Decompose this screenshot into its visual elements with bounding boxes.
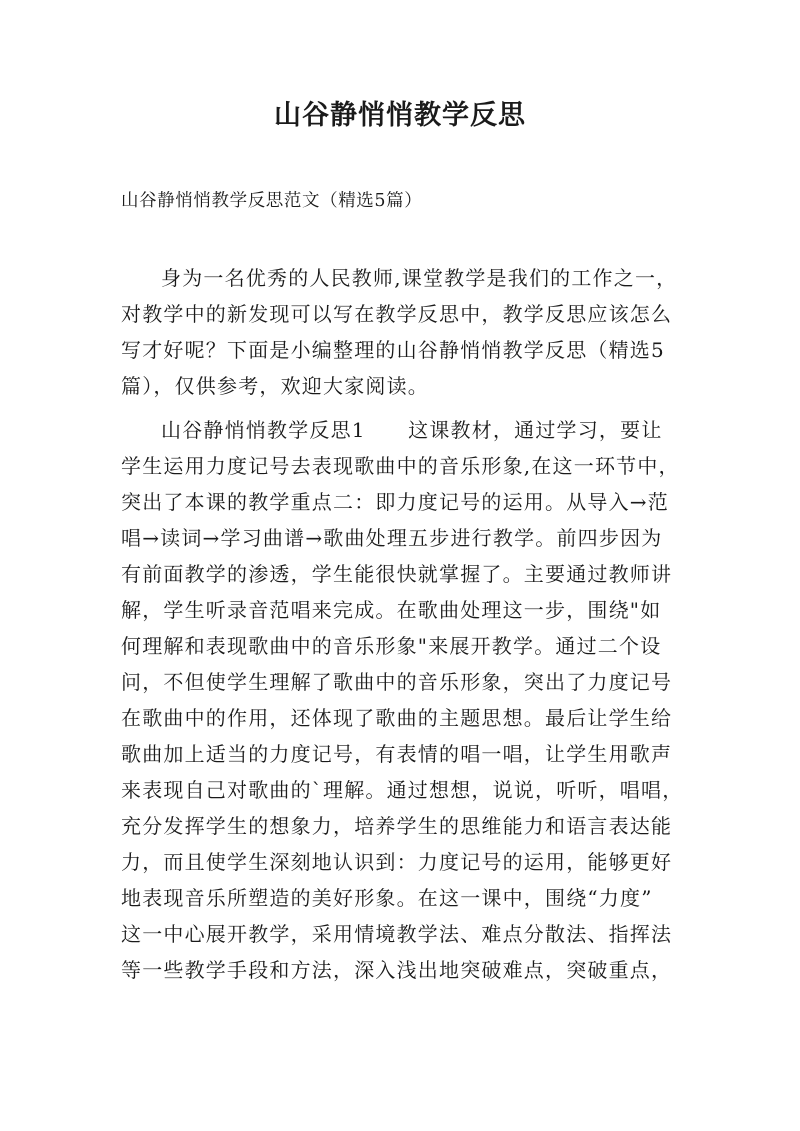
body-line: 地表现音乐所塑造的美好形象。在这一课中，围绕“力度” [121,886,653,910]
intro-line: 身为一名优秀的人民教师,课堂教学是我们的工作之一， [161,266,678,290]
body-line: 歌曲加上适当的力度记号，有表情的唱一唱，让学生用歌声 [121,742,673,766]
body-line: 唱→读词→学习曲谱→歌曲处理五步进行教学。前四步因为 [121,526,663,550]
body-line: 突出了本课的教学重点二：即力度记号的运用。从导入→范 [121,490,669,514]
intro-line: 对教学中的新发现可以写在教学反思中，教学反思应该怎么 [121,302,673,326]
body-line: 问，不但使学生理解了歌曲中的音乐形象，突出了力度记号 [121,670,673,694]
body-line: 来表现自己对歌曲的`理解。通过想想，说说，听听，唱唱， [121,778,684,802]
intro-line: 篇），仅供参考，欢迎大家阅读。 [121,374,429,398]
body-line: 学生运用力度记号去表现歌曲中的音乐形象,在这一环节中， [121,454,680,478]
document-title: 山谷静悄悄教学反思 [274,100,526,131]
body-line: 这一中心展开教学，采用情境教学法、难点分散法、指挥法 [121,922,673,946]
body-line: 何理解和表现歌曲中的音乐形象"来展开教学。通过二个设 [121,634,662,658]
body-line: 解，学生听录音范唱来完成。在歌曲处理这一步，围绕"如 [121,598,662,622]
body-line: 等一些教学手段和方法，深入浅出地突破难点，突破重点， [121,958,673,982]
body-line: 在歌曲中的作用，还体现了歌曲的主题思想。最后让学生给 [121,706,673,730]
intro-line: 写才好呢？下面是小编整理的山谷静悄悄教学反思（精选5 [121,338,665,362]
body-line: 力，而且使学生深刻地认识到：力度记号的运用，能够更好 [121,850,673,874]
body-line: 山谷静悄悄教学反思1 这课教材，通过学习，要让 [161,418,663,442]
body-line: 有前面教学的渗透，学生能很快就掌握了。主要通过教师讲 [121,562,673,586]
body-line: 充分发挥学生的想象力，培养学生的思维能力和语言表达能 [121,814,673,838]
document-subtitle: 山谷静悄悄教学反思范文（精选5篇） [121,191,423,211]
